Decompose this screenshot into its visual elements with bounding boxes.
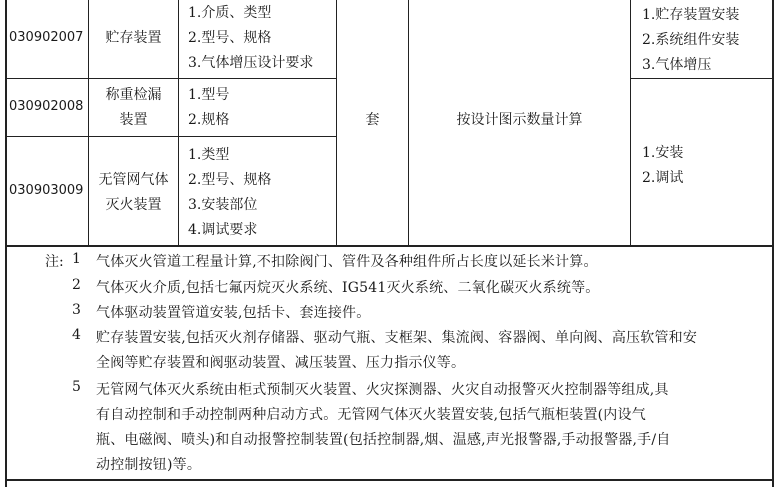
item-name: 贮存装置 (105, 30, 162, 46)
feature-item: 3.安装部位 (188, 197, 258, 213)
note-number: 4 (72, 327, 81, 343)
note-text: 气体驱动装置管道安装,包括卡、套连接件。 (96, 305, 371, 321)
feature-item: 2.型号、规格 (188, 172, 272, 188)
note-number: 2 (72, 277, 81, 293)
note-text: 气体灭火管道工程量计算,不扣除阀门、管件及各种组件所占长度以延长米计算。 (96, 254, 598, 270)
calculation-rule-cell: 按设计图示数量计算 (456, 112, 583, 128)
feature-item: 1.型号 (188, 87, 230, 103)
item-name: 无管网气体 (98, 172, 169, 188)
note-number: 5 (72, 379, 81, 395)
feature-item: 1.类型 (188, 147, 230, 163)
item-name: 装置 (119, 112, 148, 128)
item-code: 030903009 (9, 183, 84, 198)
work-item: 2.调试 (642, 170, 684, 186)
item-name: 灭火装置 (105, 197, 162, 213)
feature-item: 1.介质、类型 (188, 5, 272, 21)
note-number: 1 (72, 251, 81, 267)
unit-cell: 套 (365, 112, 380, 128)
note-text: 动控制按钮)等。 (96, 457, 202, 473)
notes-prefix: 注: (45, 254, 64, 270)
note-text: 瓶、电磁阀、喷头)和自动报警控制装置(包括控制器,烟、温感,声光报警器,手动报警器,手/自 (96, 432, 671, 448)
note-text: 无管网气体灭火系统由柜式预制灭火装置、火灾探测器、火灾自动报警灭火控制器等组成,具 (96, 382, 669, 398)
work-item: 2.系统组件安装 (642, 32, 740, 48)
item-code: 030902007 (9, 30, 84, 45)
note-number: 3 (72, 302, 81, 318)
feature-item: 4.调试要求 (188, 222, 258, 238)
note-text: 贮存装置安装,包括灭火剂存储器、驱动气瓶、支框架、集流阀、容器阀、单向阀、高压软管和安 (96, 330, 698, 346)
work-item: 1.贮存装置安装 (642, 7, 740, 23)
note-text: 全阀等贮存装置和阀驱动装置、减压装置、压力指示仪等。 (96, 355, 466, 371)
feature-item: 3.气体增压设计要求 (188, 55, 314, 71)
item-code: 030902008 (9, 99, 84, 114)
work-item: 1.安装 (642, 145, 684, 161)
note-text: 气体灭火介质,包括七氟丙烷灭火系统、IG541灭火系统、二氧化碳灭火系统等。 (96, 280, 600, 296)
item-name: 称重检漏 (105, 87, 162, 103)
work-item: 3.气体增压 (642, 57, 712, 73)
feature-item: 2.规格 (188, 112, 230, 128)
feature-item: 2.型号、规格 (188, 30, 272, 46)
note-text: 有自动控制和手动控制两种启动方式。无管网气体灭火装置安装,包括气瓶柜装置(内设气 (96, 407, 646, 423)
